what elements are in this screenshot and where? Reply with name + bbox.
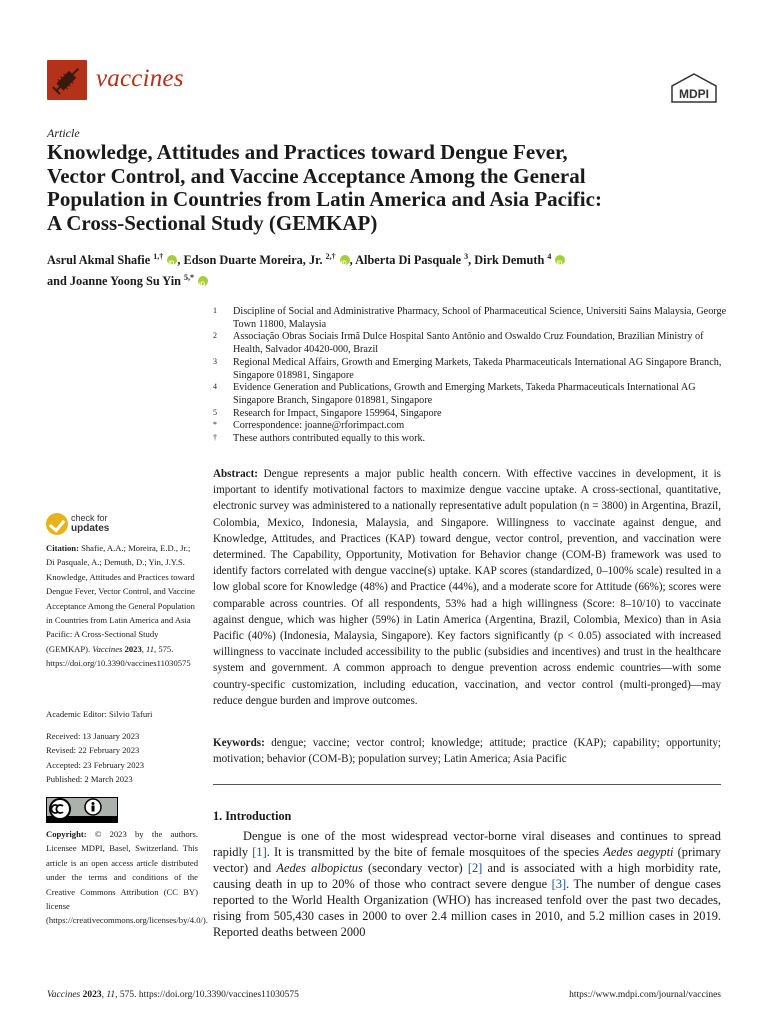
syringe-icon (47, 60, 87, 100)
mdpi-logo[interactable] (668, 72, 720, 104)
copyright-block (46, 827, 208, 928)
affiliation-item (213, 420, 733, 433)
footer-volume: 11 (106, 990, 116, 1000)
keywords-text: dengue; vaccine; vector control; knowledge; attitude; practice (KAP); capability; opportunity; motivation; behavior (COM-B); population survey; Latin America; Asia Pacific (213, 737, 721, 766)
affiliation-mark: 2 (213, 331, 217, 341)
author-name[interactable]: Dirk Demuth (474, 253, 545, 268)
affiliations (213, 306, 733, 446)
cc-by-license-icon[interactable] (46, 797, 118, 823)
title-line: A Cross-Sectional Study (GEMKAP) (47, 210, 378, 235)
date-published: Published: 2 March 2023 (46, 774, 133, 785)
affiliation-mark: 1 (213, 306, 217, 315)
affiliation-mark: † (213, 433, 217, 443)
orcid-icon[interactable] (198, 276, 208, 286)
affiliation-mark: 3 (213, 356, 217, 366)
abstract (213, 466, 721, 709)
checkmark-icon (46, 513, 68, 535)
affiliation-item (213, 433, 733, 446)
title-line: Knowledge, Attitudes and Practices toward Dengue Fever, (47, 140, 568, 164)
author-affiliation-mark: 4 (547, 252, 552, 261)
affiliation-item (213, 408, 733, 421)
check-updates-line2: updates (71, 523, 110, 534)
intro-text: Dengue is one of the most widespread vector-borne viral diseases and continues to spread rapidly (213, 829, 721, 859)
orcid-icon[interactable] (340, 255, 350, 265)
intro-text: and is associated with a high morbidity rate, causing death in up to 20% of those who contract severe dengue (213, 861, 722, 891)
author-name[interactable]: Asrul Akmal Shafie (47, 253, 151, 268)
abstract-label: Abstract: (213, 468, 258, 480)
affiliation-mark: 4 (213, 382, 217, 392)
check-for-updates-badge[interactable] (46, 513, 156, 537)
citation-block: Citation: Shafie, A.A.; Moreira, E.D., Jr.; Di Pasquale, A.; Demuth, D.; Yin, J.Y.S. Knowledge, Attitudes and Practices toward Dengue Fever, Vector Control, and Vaccine Acceptance Among the General Population in Countries from Latin America and Asia Pacific: A Cross-Sectional Study (GEMKAP). Vaccines 2023, 11, 575. https://doi.org/10.3390/vaccines11030575 (46, 543, 195, 669)
article-type: Article (47, 126, 80, 140)
author-name[interactable]: Joanne Yoong Su Yin (69, 274, 181, 289)
abstract-text: Dengue represents a major public health concern. With effective vaccines in development, it is important to identify motivational factors to maximize dengue vaccine uptake. A cross-sectional, quantitative, electronic survey was administered to a nationally representative adult population (n = 3800) in Argentina, Brazil, Colombia, Mexico, Indonesia, Malaysia, and Singapore. Willingness to vaccinate against dengue, and Knowledge, Attitudes, and Practices (KAP) toward dengue, vector control, prevention, and vaccination were determined. The Capability, Opportunity, Motivation for Behavior change (COM-B) framework was used to identify factors correlated with dengue vaccine(s) uptake. KAP scores (standardized, 0–100% scale) resulted in a low global score for Knowledge (48%) and Practice (44%), and a moderate score for Attitude (66%); scores were comparable across countries. Of all respondents, 53% had a high willingness (Score: 8–10/10) to vaccinate against dengue, which was higher (59%) in Latin America (Argentina, Brazil, Colombia, Mexico) than in Asia Pacific (40%) (Indonesia, Malaysia, Singapore). Key factors significantly (p < 0.05) associated with increased willingness to vaccinate included accessibility to the public (subsidies and incentives) and trust in the healthcare system and government. A common approach to dengue prevention across endemic countries—with some country-specific customization, including education, vaccination, and vector control (multi-pronged)—may reduce dengue burden and improve outcomes. (213, 468, 721, 707)
affiliation-text: Evidence Generation and Publications, Growth and Emerging Markets, Takeda Pharmaceuticals International AG Singapore Branch, Singapore 018981, Singapore (233, 382, 696, 406)
section-divider (213, 784, 721, 785)
intro-text: . It is transmitted by the bite of female mosquitoes of the species (266, 845, 604, 859)
introduction-paragraph (213, 828, 721, 940)
footer-doi[interactable]: , 575. https://doi.org/10.3390/vaccines11030575 (115, 990, 299, 1000)
citation-year: 2023 (124, 643, 142, 654)
author-separator: , (468, 253, 475, 268)
citation-doi[interactable]: , 575. https://doi.org/10.3390/vaccines11030575 (46, 643, 191, 669)
reference-link[interactable]: [3] (551, 877, 567, 891)
citation-journal: Vaccines (92, 643, 123, 654)
intro-text: . The number of dengue cases reported to the World Health Organization (WHO) has increased tenfold over the past two decades, rising from 505,430 cases in 2000 to over 2.4 million cases in 2010, and 5.2 million cases in 2019. Reported deaths between 2000 (213, 877, 721, 939)
journal-name[interactable]: vaccines (96, 65, 184, 92)
publication-dates (46, 729, 198, 787)
title-line: Vector Control, and Vaccine Acceptance Among the General (47, 163, 586, 188)
species-name: Aedes aegypti (603, 845, 674, 859)
keywords-label: Keywords: (213, 737, 265, 749)
date-revised: Revised: 22 February 2023 (46, 745, 140, 756)
author-separator: , (177, 253, 184, 268)
author-name[interactable]: Edson Duarte Moreira, Jr. (183, 253, 323, 268)
affiliation-item (213, 357, 733, 382)
author-separator: and (47, 274, 70, 289)
footer-year: 2023 (82, 990, 102, 1000)
affiliation-text: Regional Medical Affairs, Growth and Emerging Markets, Takeda Pharmaceuticals International AG Singapore Branch, Singapore 018981, Singapore (233, 356, 722, 381)
affiliation-item (213, 382, 733, 407)
reference-link[interactable]: [2] (467, 861, 483, 875)
affiliation-item (213, 331, 733, 356)
mdpi-logo-text: MDPI (679, 87, 709, 101)
keywords (213, 735, 721, 767)
intro-text: (secondary vector) (362, 861, 468, 875)
affiliation-mark: 5 (213, 407, 217, 417)
author-affiliation-mark: 2,† (325, 252, 336, 261)
reference-link[interactable]: [1] (252, 845, 267, 859)
intro-text: (primary vector) and (213, 845, 721, 875)
footer-citation: Vaccines 2023, 11, 575. https://doi.org/10.3390/vaccines11030575 (47, 990, 299, 1000)
citation-label: Citation: (46, 543, 79, 553)
academic-editor: Academic Editor: Silvio Tafuri (46, 709, 153, 719)
affiliation-item (213, 306, 733, 331)
date-accepted: Accepted: 23 February 2023 (46, 759, 145, 770)
orcid-icon[interactable] (555, 255, 565, 265)
author-affiliation-mark: 3 (464, 252, 469, 261)
check-updates-line1: check for (71, 513, 108, 523)
affiliation-mark: * (213, 420, 217, 430)
orcid-icon[interactable] (167, 255, 177, 265)
author-name[interactable]: Alberta Di Pasquale (355, 253, 462, 268)
author-list (47, 248, 727, 290)
footer-journal: Vaccines (47, 990, 81, 1000)
title-line: Population in Countries from Latin America and Asia Pacific: (47, 187, 602, 211)
copyright-label: Copyright: (46, 829, 87, 839)
species-name: Aedes albopictus (276, 861, 363, 875)
journal-logo[interactable] (47, 60, 87, 100)
article-title (47, 141, 727, 235)
author-affiliation-mark: 5,* (184, 273, 195, 283)
author-affiliation-mark: 1,† (153, 252, 164, 261)
footer-journal-url[interactable]: https://www.mdpi.com/journal/vaccines (569, 990, 721, 1000)
affiliation-text: Research for Impact, Singapore 159964, Singapore (233, 407, 442, 419)
citation-text: Shafie, A.A.; Moreira, E.D., Jr.; Di Pasquale, A.; Demuth, D.; Yin, J.Y.S. Knowledge, Attitudes and Practices toward Dengue Fever, Vector Control, and Vaccine Acceptance Among the General Population in Countries from Latin America and Asia Pacific: A Cross-Sectional Study (GEMKAP). (46, 543, 195, 654)
affiliation-text: Associação Obras Sociais Irmã Dulce Hospital Santo Antônio and Oswaldo Cruz Foundation, Brazilian Ministry of Health, Salvador 40420-000, Brazil (233, 331, 704, 356)
date-received: Received: 13 January 2023 (46, 731, 140, 741)
affiliation-text: These authors contributed equally to this work. (233, 433, 426, 445)
citation-volume: 11 (146, 643, 155, 654)
correspondence-email[interactable]: Correspondence: joanne@rforimpact.com (233, 420, 405, 432)
section-heading: 1. Introduction (213, 809, 292, 823)
copyright-text: © 2023 by the authors. Licensee MDPI, Basel, Switzerland. This article is an open access article distributed under the terms and conditions of the Creative Commons Attribution (CC BY) license (https://creativecommons.org/licenses/by/4.0/). (46, 829, 208, 926)
author-separator: , (349, 253, 356, 268)
affiliation-text: Discipline of Social and Administrative Pharmacy, School of Pharmaceutical Science, Universiti Sains Malaysia, George Town 11800, Malaysia (233, 306, 727, 330)
